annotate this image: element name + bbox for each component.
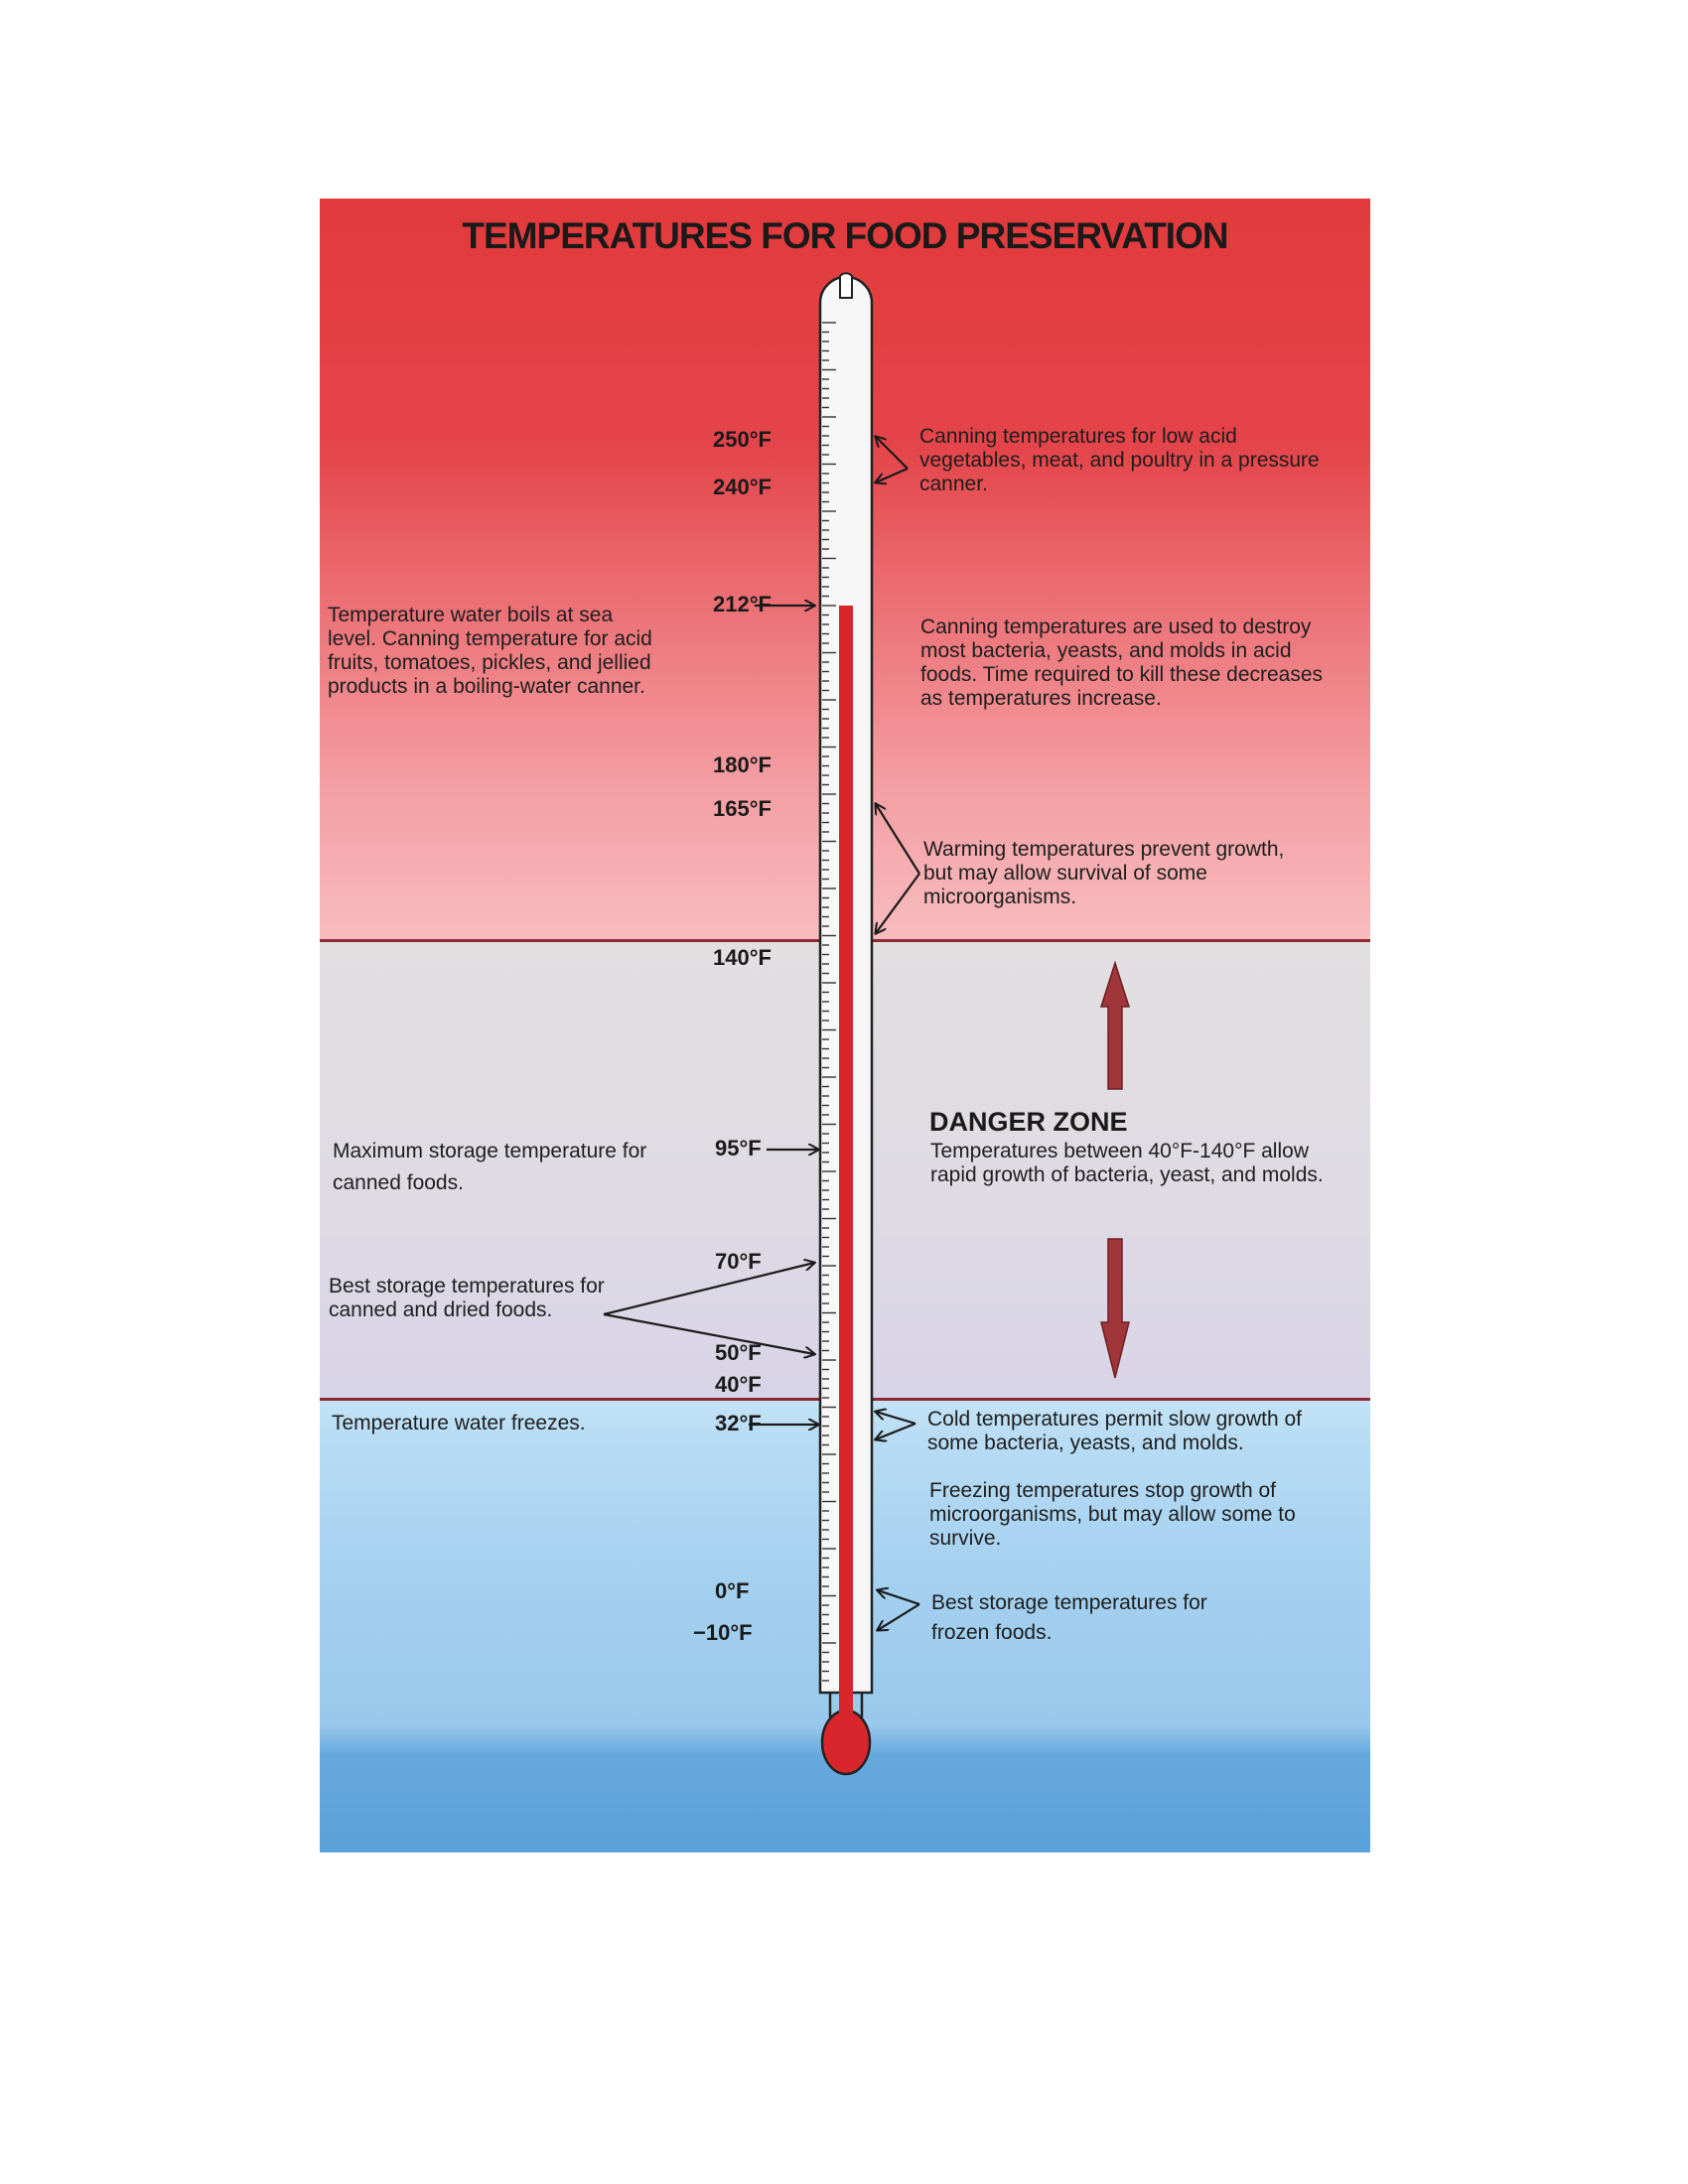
danger-down-arrow — [1101, 1239, 1129, 1378]
temp-label-50: 50°F — [715, 1340, 762, 1365]
mercury-column — [839, 606, 853, 1727]
temp-label-32: 32°F — [715, 1411, 762, 1435]
note-pressure-canning: Canning temperatures for low acid vegetables, meat, and poultry in a pressure canner. — [919, 425, 1320, 495]
temp-label-180: 180°F — [713, 752, 772, 777]
temp-label-70: 70°F — [715, 1249, 762, 1274]
arrow-140 — [876, 874, 919, 933]
note-water-boils: Temperature water boils at sea level. Canning temperature for acid fruits, tomatoes, pickles, and jellied products in a boiling-water canner. — [328, 604, 652, 698]
temp-label-95: 95°F — [715, 1136, 762, 1160]
note-water-freezes: Temperature water freezes. — [332, 1412, 586, 1434]
note-max-storage: Maximum storage temperature for canned foods. — [333, 1140, 647, 1194]
arrow-250 — [876, 437, 908, 469]
note-cold-growth: Cold temperatures permit slow growth of some bacteria, yeasts, and molds. — [927, 1408, 1302, 1454]
note-danger-zone: Temperatures between 40°F-140°F allow rapid growth of bacteria, yeast, and molds. — [930, 1140, 1324, 1186]
danger-zone-title: DANGER ZONE — [929, 1107, 1128, 1137]
temp-label-0: 0°F — [715, 1578, 750, 1603]
temp-label-212: 212°F — [713, 592, 772, 616]
note-warming: Warming temperatures prevent growth, but may allow survival of some microorganisms. — [923, 838, 1285, 908]
temp-label-40: 40°F — [715, 1372, 762, 1397]
arrow-neg10 — [878, 1604, 919, 1630]
note-freezing-stop: Freezing temperatures stop growth of microorganisms, but may allow some to survive. — [929, 1479, 1296, 1550]
arrow-165 — [876, 804, 919, 874]
arrow-240 — [876, 469, 908, 482]
temp-label-165: 165°F — [713, 796, 772, 821]
note-canning-destroy: Canning temperatures are used to destroy most bacteria, yeasts, and molds in acid foods. Time required to kill these decreases as temperatures increase. — [920, 615, 1324, 710]
danger-up-arrow — [1101, 963, 1129, 1089]
poster-title: TEMPERATURES FOR FOOD PRESERVATION — [462, 215, 1228, 256]
temp-label-250: 250°F — [713, 427, 772, 452]
note-best-frozen: Best storage temperatures for frozen foods. — [931, 1591, 1207, 1644]
food-preservation-poster — [320, 199, 1370, 1852]
arrow-cold-32 — [876, 1412, 915, 1424]
temp-label-140: 140°F — [713, 945, 772, 970]
temp-label-240: 240°F — [713, 475, 772, 499]
note-best-canned: Best storage temperatures for canned and dried foods. — [329, 1275, 605, 1321]
arrow-cold-28 — [876, 1424, 915, 1439]
temp-label-neg10: −10°F — [693, 1620, 753, 1645]
arrow-0 — [878, 1590, 919, 1604]
